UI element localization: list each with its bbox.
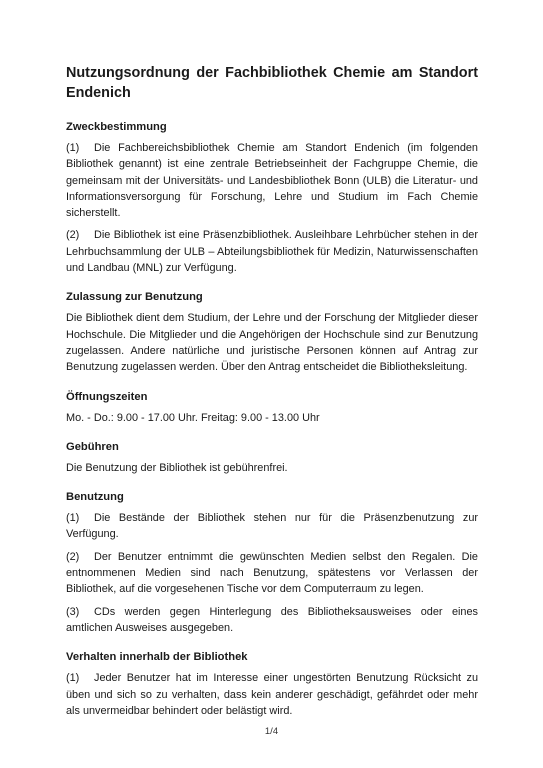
section xyxy=(66,290,478,375)
section-heading: Gebühren xyxy=(66,440,119,453)
paragraph-text: Die Bibliothek ist eine Präsenzbibliothek. Ausleihbare Lehrbücher stehen in der Lehrbuchsammlung der ULB – Abteilungsbibliothek für Medizin, Naturwissenschaften und Landbau (MNL) zur Verfügung. xyxy=(66,229,478,275)
section xyxy=(66,650,478,719)
section-heading: Benutzung xyxy=(66,491,124,504)
paragraph xyxy=(66,604,478,637)
paragraph xyxy=(66,410,478,426)
paragraph-number: (2) xyxy=(66,550,80,563)
paragraph-text: Jeder Benutzer hat im Interesse einer ungestörten Benutzung Rücksicht zu üben und sich so zu verhalten, dass kein anderer geschädigt, gefährdet oder mehr als unvermeidbar behindert oder belästigt wird. xyxy=(66,672,478,717)
section-heading: Öffnungszeiten xyxy=(66,390,148,403)
paragraph-text: Mo. - Do.: 9.00 - 17.00 Uhr. Freitag: 9.00 - 13.00 Uhr xyxy=(66,411,320,424)
paragraph xyxy=(66,510,478,543)
sections-container xyxy=(66,120,478,719)
document-body xyxy=(66,63,478,733)
paragraph-number: (1) xyxy=(66,142,80,154)
section xyxy=(66,440,478,476)
section xyxy=(66,490,478,636)
section-heading: Zulassung zur Benutzung xyxy=(66,291,203,304)
paragraph xyxy=(66,140,478,221)
paragraph-number: (3) xyxy=(66,605,80,618)
document-title: Nutzungsordnung der Fachbibliothek Chemie am Standort Endenich xyxy=(66,65,478,101)
section-heading: Zweckbestimmung xyxy=(66,121,167,133)
paragraph-number: (1) xyxy=(66,512,80,525)
page-number: 1/4 xyxy=(264,726,279,737)
paragraph xyxy=(66,310,478,375)
paragraph-text: Die Benutzung der Bibliothek ist gebührenfrei. xyxy=(66,461,288,474)
paragraph-number: (1) xyxy=(66,672,80,685)
section-heading: Verhalten innerhalb der Bibliothek xyxy=(66,651,248,664)
paragraph xyxy=(66,227,478,276)
section xyxy=(66,120,478,276)
paragraph-text: Die Fachbereichsbibliothek Chemie am Standort Endenich (im folgenden Bibliothek genannt) ist eine zentrale Betriebseinheit der Fachgruppe Chemie, die gemeinsam mit der Universitäts- und Landesbibliothek Bonn (ULB) die Literatur- und Informationsversorgung für Forschung, Lehre und Studium im Fach Chemie sicherstellt. xyxy=(66,142,478,220)
paragraph-text: Die Bibliothek dient dem Studium, der Lehre und der Forschung der Mitglieder dieser Hochschule. Die Mitglieder und die Angehörigen der Hochschule sind zur Benutzung zugelassen. Andere natürliche und juristische Personen können auf Antrag zur Benutzung zugelassen werden. Über den Antrag entscheidet die Bibliotheksleitung. xyxy=(66,312,478,374)
paragraph-text: CDs werden gegen Hinterlegung des Bibliotheksausweises oder eines amtlichen Ausweises ausgegeben. xyxy=(66,605,478,634)
paragraph-text: Die Bestände der Bibliothek stehen nur für die Präsenzbenutzung zur Verfügung. xyxy=(66,512,478,541)
paragraph xyxy=(66,460,478,476)
section xyxy=(66,390,478,426)
paragraph xyxy=(66,670,478,719)
paragraph-number: (2) xyxy=(66,229,80,242)
paragraph xyxy=(66,549,478,598)
paragraph-text: Der Benutzer entnimmt die gewünschten Medien selbst den Regalen. Die entnommenen Medien sind nach Benutzung, spätestens vor Verlassen der Bibliothek, auf die vorgesehenen Tische vor dem Computerraum zu legen. xyxy=(66,550,478,596)
